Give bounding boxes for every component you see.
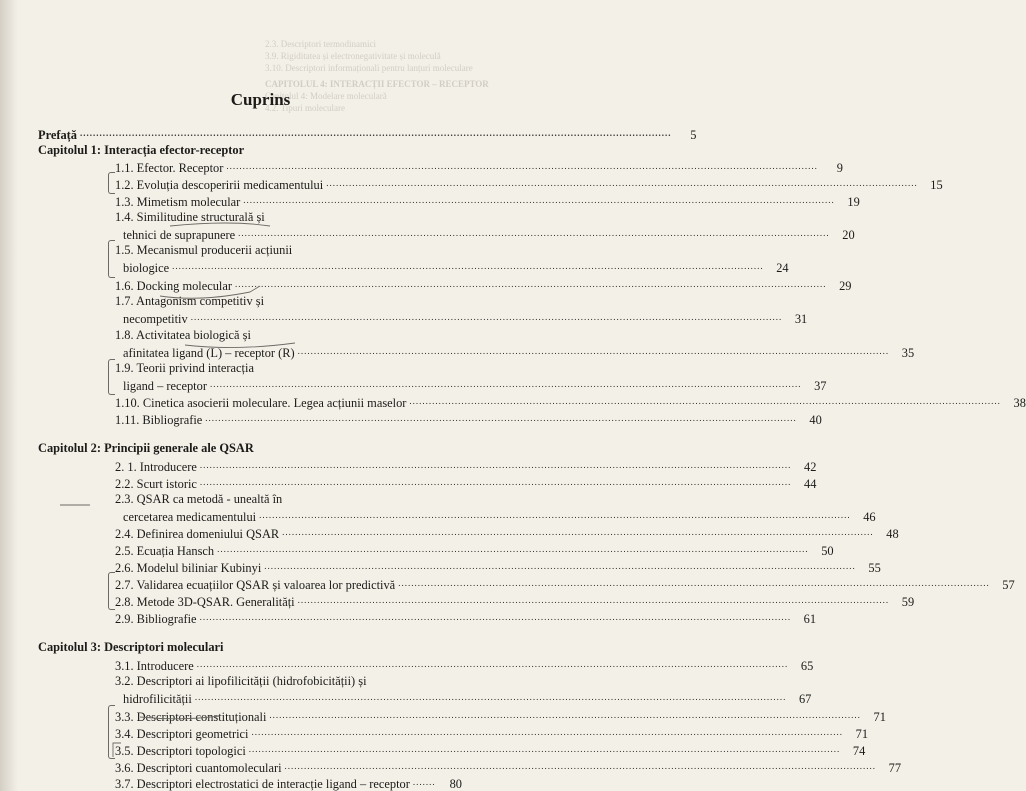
- leader-dots: ......................................................................................................................................................................................: [209, 379, 802, 389]
- page-number: 5: [690, 128, 697, 142]
- page-number: 77: [888, 761, 902, 775]
- entry-text: 2. 1. Introducere: [115, 460, 197, 474]
- toc-entry: [115, 657, 814, 673]
- toc-entry: [115, 593, 915, 609]
- page-number: 80: [449, 777, 462, 791]
- leader-dots: ......................................................................................................................................................................................: [243, 195, 835, 205]
- entry-text: hidrofilicității: [123, 692, 192, 706]
- bleed-line: 3.9. Rigiditatea și electronegativitate și moleculă: [265, 51, 441, 61]
- leader-dots: ......................................................................................................................................................................................: [80, 128, 672, 138]
- toc-entry: [115, 725, 869, 741]
- leader-dots: ......................................................................................................................................................................................: [217, 544, 809, 554]
- leader-dots: ......................................................................................................................................................................................: [172, 261, 764, 271]
- toc-entry: [115, 411, 822, 427]
- toc-entry: [123, 377, 827, 393]
- bleed-line: CAPITOLUL 4: INTERACȚII EFECTOR – RECEPTOR: [265, 79, 489, 89]
- toc-entry: [115, 394, 1026, 410]
- entry-text: cercetarea medicamentului: [123, 510, 257, 524]
- entry-text: 1.11. Bibliografie: [115, 413, 203, 427]
- toc-entry: [123, 508, 876, 524]
- page-title: Cuprins: [230, 90, 291, 109]
- toc-entry: [123, 226, 855, 242]
- pencil-bracket-mark: [108, 172, 115, 194]
- leader-dots: .......: [412, 777, 436, 787]
- leader-dots: ......................................................................................................................................................................................: [199, 460, 792, 470]
- toc-entry: [115, 542, 834, 558]
- entry-text: 2.2. Scurt istoric: [115, 477, 197, 491]
- toc-entry: [115, 193, 860, 209]
- page-number: 71: [855, 727, 869, 741]
- leader-dots: ......................................................................................................................................................................................: [297, 346, 890, 356]
- toc-entry: [123, 344, 915, 360]
- toc-entry-line1: 1.4. Similitudine structurală și: [115, 210, 265, 224]
- page-number: 19: [847, 195, 860, 209]
- page-number: 35: [901, 346, 915, 360]
- leader-dots: ......................................................................................................................................................................................: [297, 595, 890, 605]
- toc-entry: [123, 259, 789, 275]
- page-number: 61: [803, 612, 817, 626]
- page-number: 44: [804, 477, 817, 491]
- toc-entry: [115, 708, 886, 724]
- toc-entry: [115, 759, 902, 775]
- leader-dots: ......................................................................................................................................................................................: [409, 396, 1001, 406]
- entry-text: necompetitiv: [123, 312, 188, 326]
- page-number: 74: [852, 744, 866, 758]
- bleed-line: Capitolul 4: Modelare moleculară: [265, 91, 387, 101]
- page-number: 59: [901, 595, 915, 609]
- leader-dots: ......................................................................................................................................................................................: [226, 161, 818, 171]
- entry-text: 3.1. Introducere: [115, 659, 194, 673]
- leader-dots: ......................................................................................................................................................................................: [259, 510, 851, 520]
- leader-dots: ......................................................................................................................................................................................: [235, 279, 827, 289]
- entry-text: 2.6. Modelul biliniar Kubinyi: [115, 561, 262, 575]
- leader-dots: ......................................................................................................................................................................................: [238, 228, 830, 238]
- page-edge-shadow: [0, 0, 18, 791]
- leader-dots: ......................................................................................................................................................................................: [269, 710, 861, 720]
- bleed-line: 4.2. Tipuri moleculare: [265, 103, 345, 113]
- page-number: 67: [798, 692, 812, 706]
- pencil-bracket-mark: [108, 572, 115, 610]
- toc-entry-line1: 1.8. Activitatea biologică și: [115, 328, 251, 342]
- page-number: 37: [814, 379, 827, 393]
- toc-entry: [115, 610, 817, 626]
- toc-entry: [123, 310, 808, 326]
- toc-entry-line1: 1.9. Teorii privind interacția: [115, 361, 254, 375]
- leader-dots: ......................................................................................................................................................................................: [194, 692, 787, 702]
- toc-entry: [115, 277, 852, 293]
- page-number: 65: [800, 659, 814, 673]
- entry-text: afinitatea ligand (L) – receptor (R): [123, 346, 295, 360]
- entry-text: 2.9. Bibliografie: [115, 612, 197, 626]
- entry-text: tehnici de suprapunere: [123, 228, 236, 242]
- pencil-bracket-mark: [108, 359, 115, 395]
- toc-entry: [115, 458, 817, 474]
- bleed-line: 2.3. Descriptori termodinamici: [265, 39, 376, 49]
- toc-entry: [115, 475, 817, 491]
- toc-entry: [123, 690, 812, 706]
- chapter-3-heading: Capitolul 3: Descriptori moleculari: [38, 640, 224, 654]
- leader-dots: ......................................................................................................................................................................................: [326, 178, 918, 188]
- page-number: 29: [839, 279, 852, 293]
- chapter-1-heading: Capitolul 1: Interacția efector-receptor: [38, 143, 245, 157]
- entry-text: 3.7. Descriptori electrostatici de interacție ligand – receptor: [115, 777, 410, 791]
- toc-entry: [115, 176, 943, 192]
- leader-dots: ......................................................................................................................................................................................: [248, 744, 841, 754]
- toc-entry-line1: 1.7. Antagonism competitiv și: [115, 294, 265, 308]
- leader-dots: ......................................................................................................................................................................................: [205, 413, 797, 423]
- entry-text: ligand – receptor: [123, 379, 207, 393]
- entry-text: 1.10. Cinetica asocierii moleculare. Legea acțiunii maselor: [115, 396, 407, 410]
- pencil-bracket-mark: [108, 240, 115, 278]
- chapter-2-heading: Capitolul 2: Principii generale ale QSAR: [38, 441, 254, 455]
- entry-text: 1.1. Efector. Receptor: [115, 161, 224, 175]
- toc-entry: [115, 559, 881, 575]
- leader-dots: ......................................................................................................................................................................................: [196, 659, 789, 669]
- entry-text: 2.5. Ecuația Hansch: [115, 544, 215, 558]
- entry-text: 3.4. Descriptori geometrici: [115, 727, 249, 741]
- page-number: 57: [1002, 578, 1015, 592]
- leader-dots: ......................................................................................................................................................................................: [284, 761, 877, 771]
- entry-text: Prefață: [38, 128, 77, 142]
- entry-text: biologice: [123, 261, 170, 275]
- entry-text: 1.3. Mimetism molecular: [115, 195, 241, 209]
- page-number: 38: [1013, 396, 1026, 410]
- toc-entry: [115, 159, 843, 175]
- toc-entry-prefata: [38, 126, 697, 142]
- toc-entry: [115, 775, 462, 791]
- toc-entry-line1: 3.2. Descriptori ai lipofilicității (hidrofobicității) și: [115, 674, 367, 688]
- entry-text: 3.3. Descriptori constituționali: [115, 710, 267, 724]
- page-number: 15: [930, 178, 943, 192]
- leader-dots: ......................................................................................................................................................................................: [190, 312, 783, 322]
- toc-entry: [115, 525, 899, 541]
- page-number: 48: [886, 527, 899, 541]
- toc-entry-line1: 2.3. QSAR ca metodă - unealtă în: [115, 492, 283, 506]
- bleed-line: 3.10. Descriptori informaționali pentru lanțuri moleculare: [265, 63, 473, 73]
- toc-entry: [115, 576, 1015, 592]
- entry-text: 2.7. Validarea ecuațiilor QSAR și valoarea lor predictivă: [115, 578, 396, 592]
- entry-text: 1.2. Evoluția descoperirii medicamentului: [115, 178, 324, 192]
- page-number: 31: [794, 312, 808, 326]
- pencil-bracket-mark: [108, 705, 115, 759]
- leader-dots: ......................................................................................................................................................................................: [282, 527, 874, 537]
- page-number: 55: [868, 561, 881, 575]
- entry-text: 1.6. Docking molecular: [115, 279, 232, 293]
- page-number: 42: [804, 460, 817, 474]
- toc-entry-line1: 1.5. Mecanismul producerii acțiunii: [115, 243, 293, 257]
- page-number: 40: [809, 413, 822, 427]
- leader-dots: ......................................................................................................................................................................................: [264, 561, 856, 571]
- page-number: 20: [842, 228, 855, 242]
- page-number: 71: [873, 710, 886, 724]
- leader-dots: ......................................................................................................................................................................................: [251, 727, 844, 737]
- entry-text: 2.4. Definirea domeniului QSAR: [115, 527, 280, 541]
- page-number: 9: [836, 161, 843, 175]
- leader-dots: ......................................................................................................................................................................................: [398, 578, 990, 588]
- page-number: 24: [776, 261, 789, 275]
- entry-text: 3.5. Descriptori topologici: [115, 744, 246, 758]
- page-number: 46: [863, 510, 876, 524]
- leader-dots: ......................................................................................................................................................................................: [199, 477, 792, 487]
- page-number: 50: [821, 544, 834, 558]
- entry-text: 3.6. Descriptori cuantomoleculari: [115, 761, 282, 775]
- toc-entry: [115, 742, 866, 758]
- leader-dots: ......................................................................................................................................................................................: [199, 612, 792, 622]
- entry-text: 2.8. Metode 3D-QSAR. Generalități: [115, 595, 295, 609]
